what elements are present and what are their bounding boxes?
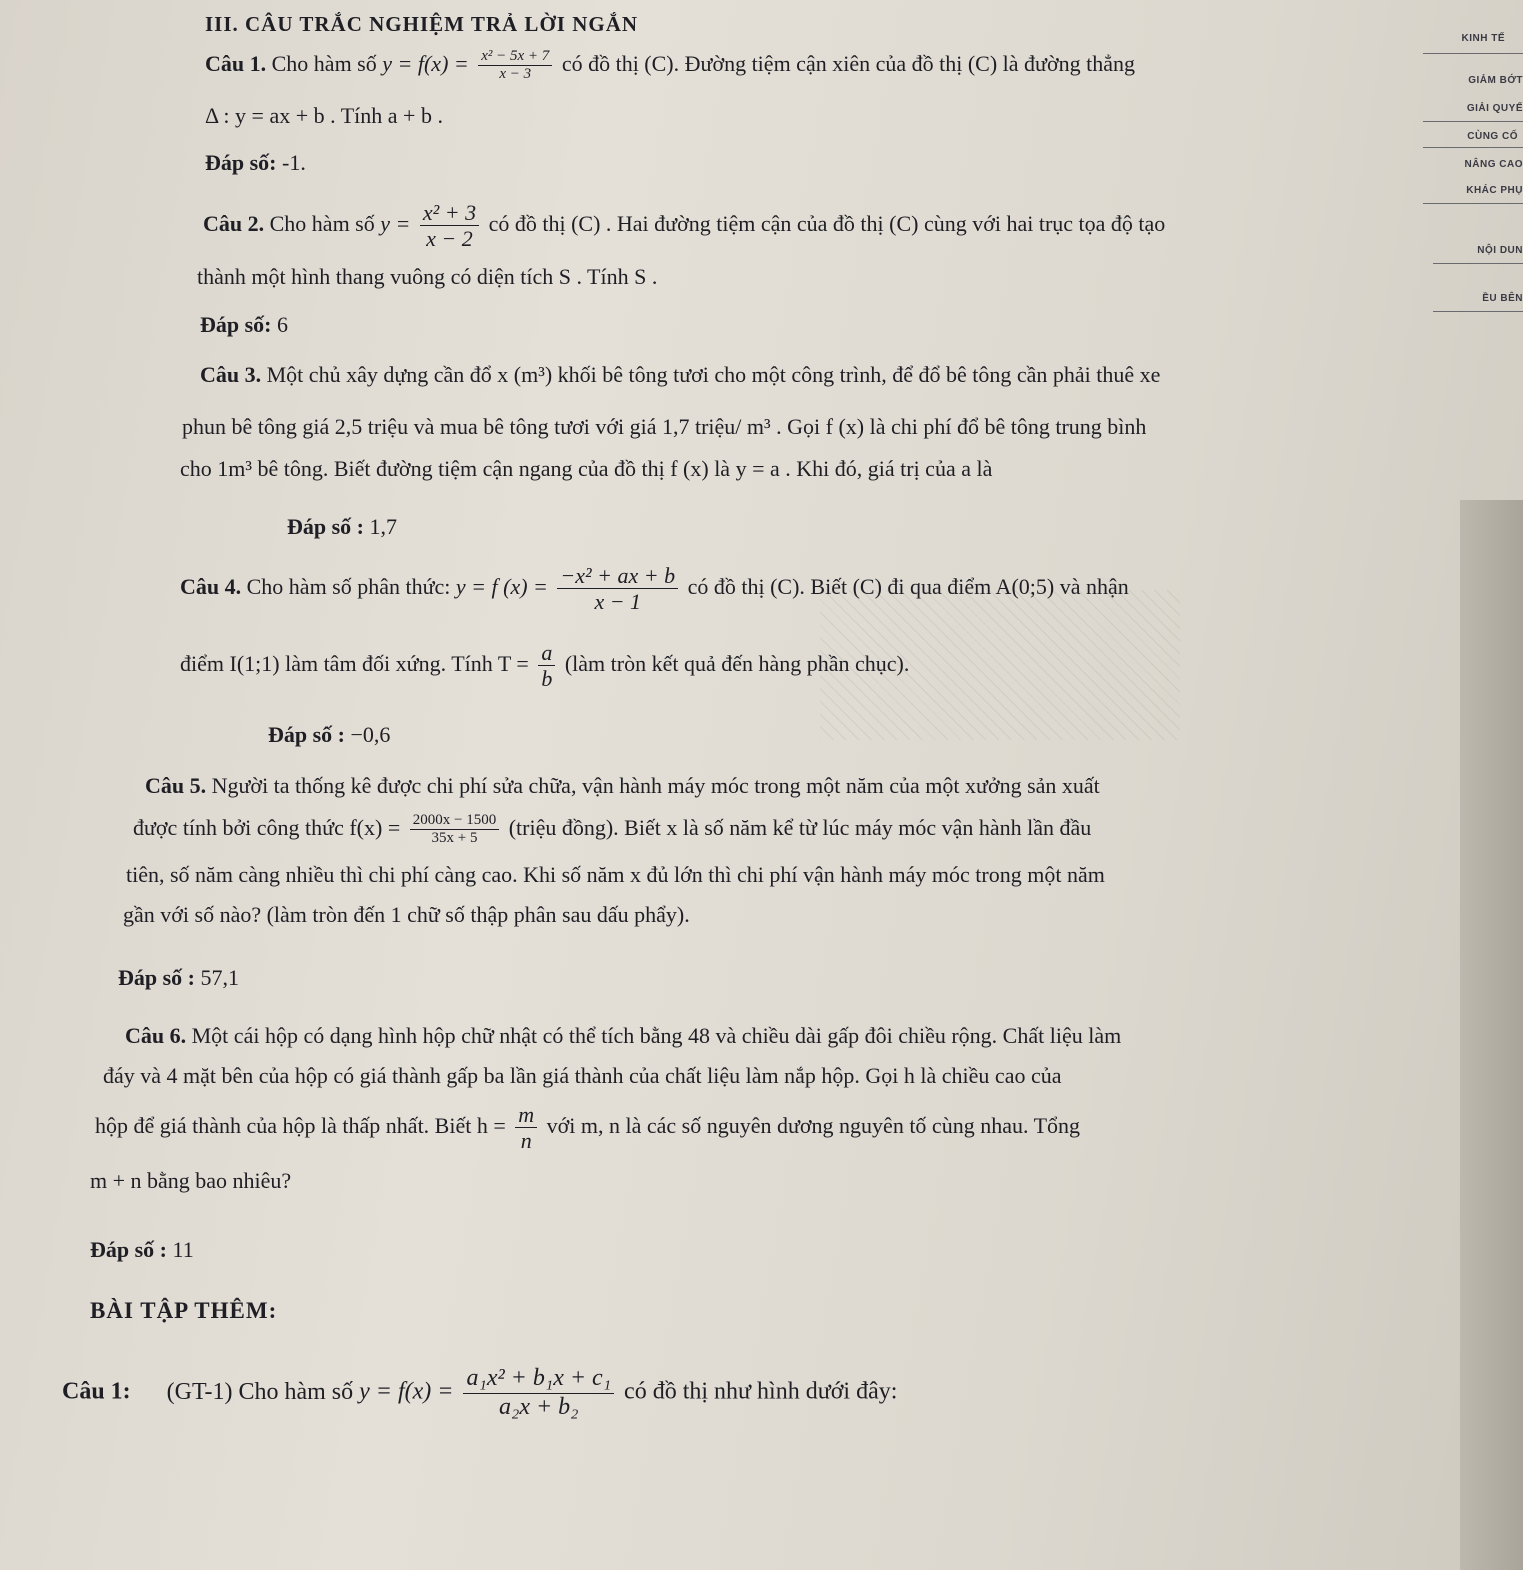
question-5-fraction: $\frac{2000x - 1500}{35x + 5}$ bbox=[410, 812, 499, 848]
question-2-answer: Đáp số: 6 bbox=[200, 312, 289, 337]
extra-question-1: Câu 1: (GT-1) Cho hàm số y = f(x) = $\frac{\text{a₁x² + b₁x + c₁}}{\text{a₂x + b₂}}$ có đồ thị như hình dưới đây: bbox=[62, 1365, 898, 1420]
question-4-fraction: $\frac{\text{−x² + ax + b}}{x - 1}$ bbox=[557, 563, 678, 615]
sidebar-rule bbox=[1433, 263, 1523, 264]
question-4-line-2: điểm I(1;1) làm tâm đối xứng. Tính T = $\frac{a}{b}$ (làm tròn kết quả đến hàng phần chục). bbox=[180, 640, 910, 692]
question-2-line-2: thành một hình thang vuông có diện tích S . Tính S . bbox=[197, 264, 658, 289]
question-4-answer: Đáp số : −0,6 bbox=[268, 722, 391, 747]
question-5-line-3: tiên, số năm càng nhiều thì chi phí càng cao. Khi số năm x đủ lớn thì chi phí vận hành máy móc trong một năm bbox=[126, 862, 1105, 887]
question-2-label: Câu 2. bbox=[203, 210, 265, 236]
sidebar-item: GIẢM BỚT bbox=[1468, 75, 1523, 86]
question-5-answer: Đáp số : 57,1 bbox=[118, 965, 240, 990]
question-3-line-1: Câu 3. Một chủ xây dựng cần đổ x (m³) khối bê tông tươi cho một công trình, để đổ bê tông cần phải thuê xe bbox=[200, 362, 1161, 387]
question-3-line-3: cho 1m³ bê tông. Biết đường tiệm cận ngang của đồ thị f (x) là y = a . Khi đó, giá trị của a là bbox=[180, 456, 993, 481]
extra-title: BÀI TẬP THÊM: bbox=[90, 1298, 278, 1323]
question-5-line-1: Câu 5. Người ta thống kê được chi phí sửa chữa, vận hành máy móc trong một năm của một xưởng sản xuất bbox=[145, 773, 1100, 798]
question-5-label: Câu 5. bbox=[145, 773, 207, 798]
sidebar-rule bbox=[1423, 203, 1523, 204]
question-1-line-1: Câu 1. Cho hàm số y = f(x) = $\frac{\text{x² − 5x + 7}}{x - 3}$ có đồ thị (C). Đường tiệm cận xiên của đồ thị (C) là đường thẳng bbox=[205, 48, 1135, 83]
question-6-line-4: m + n bằng bao nhiêu? bbox=[90, 1168, 292, 1193]
question-1-answer: Đáp số: -1. bbox=[205, 150, 306, 175]
question-3-line-2: phun bê tông giá 2,5 triệu và mua bê tông tươi với giá 1,7 triệu/ m³ . Gọi f (x) là chi phí đổ bê tông trung bình bbox=[182, 414, 1147, 439]
question-1-fraction: $\frac{\text{x² − 5x + 7}}{x - 3}$ bbox=[478, 48, 552, 84]
question-2-fraction: $\frac{\text{x² + 3}}{x - 2}$ bbox=[420, 200, 479, 252]
sidebar-item: NỘI DUN bbox=[1477, 245, 1523, 256]
sidebar-notes bbox=[1410, 25, 1523, 325]
question-6-line-1: Câu 6. Một cái hộp có dạng hình hộp chữ nhật có thể tích bằng 48 và chiều dài gấp đôi chiều rộng. Chất liệu làm bbox=[125, 1023, 1122, 1048]
question-5-line-4: gần với số nào? (làm tròn đến 1 chữ số thập phân sau dấu phẩy). bbox=[123, 902, 690, 927]
sidebar-item: CÙNG CỐ bbox=[1467, 131, 1518, 142]
question-4-line-1: Câu 4. Cho hàm số phân thức: y = f (x) = $\frac{\text{−x² + ax + b}}{x - 1}$ có đồ thị (C). Biết (C) đi qua điểm A(0;5) và nhận bbox=[180, 563, 1129, 615]
question-6-fraction: $\frac{m}{n}$ bbox=[515, 1102, 537, 1154]
sidebar-rule bbox=[1433, 311, 1523, 312]
sidebar-item: KHÁC PHỤ bbox=[1466, 185, 1523, 196]
question-4-label: Câu 4. bbox=[180, 573, 242, 599]
sidebar-item: GIẢI QUYẾ bbox=[1466, 103, 1523, 114]
extra-question-1-fraction: $\frac{\text{a₁x² + b₁x + c₁}}{\text{a₂x + b₂}}$ bbox=[463, 1365, 614, 1421]
question-6-line-3: hộp để giá thành của hộp là thấp nhất. Biết h = $\frac{m}{n}$ với m, n là các số nguyên dương nguyên tố cùng nhau. Tổng bbox=[95, 1102, 1081, 1154]
question-6-label: Câu 6. bbox=[125, 1023, 187, 1048]
question-5-line-2: được tính bởi công thức f(x) = $\frac{2000x - 1500}{35x + 5}$ (triệu đồng). Biết x là số năm kể từ lúc máy móc vận hành lần đầu bbox=[133, 812, 1092, 847]
question-3-label: Câu 3. bbox=[200, 362, 262, 387]
page-shadow bbox=[1460, 500, 1523, 1570]
sidebar-item: NÂNG CAO bbox=[1464, 159, 1523, 170]
sidebar-item: KINH TẾ bbox=[1461, 33, 1505, 44]
sidebar-item: ỀU BÊN bbox=[1482, 293, 1523, 304]
question-1-label: Câu 1. bbox=[205, 50, 267, 76]
question-3-answer: Đáp số : 1,7 bbox=[287, 514, 398, 539]
extra-question-1-label: Câu 1: bbox=[62, 1378, 131, 1405]
sidebar-rule bbox=[1423, 53, 1523, 54]
sidebar-rule bbox=[1423, 121, 1523, 122]
question-6-answer: Đáp số : 11 bbox=[90, 1237, 194, 1262]
question-6-line-2: đáy và 4 mặt bên của hộp có giá thành gấp ba lần giá thành của chất liệu làm nắp hộp. Gọi h là chiều cao của bbox=[103, 1063, 1062, 1088]
question-2-line-1: Câu 2. Cho hàm số y = $\frac{\text{x² + 3}}{x - 2}$ có đồ thị (C) . Hai đường tiệm cận của đồ thị (C) cùng với hai trục tọa độ tạo bbox=[203, 200, 1166, 252]
sidebar-rule bbox=[1423, 147, 1523, 148]
section-title: III. CÂU TRẮC NGHIỆM TRẢ LỜI NGẮN bbox=[205, 12, 639, 36]
question-4-fraction-t: $\frac{a}{b}$ bbox=[538, 640, 555, 692]
question-1-line-2: Δ : y = ax + b . Tính a + b . bbox=[205, 103, 443, 128]
